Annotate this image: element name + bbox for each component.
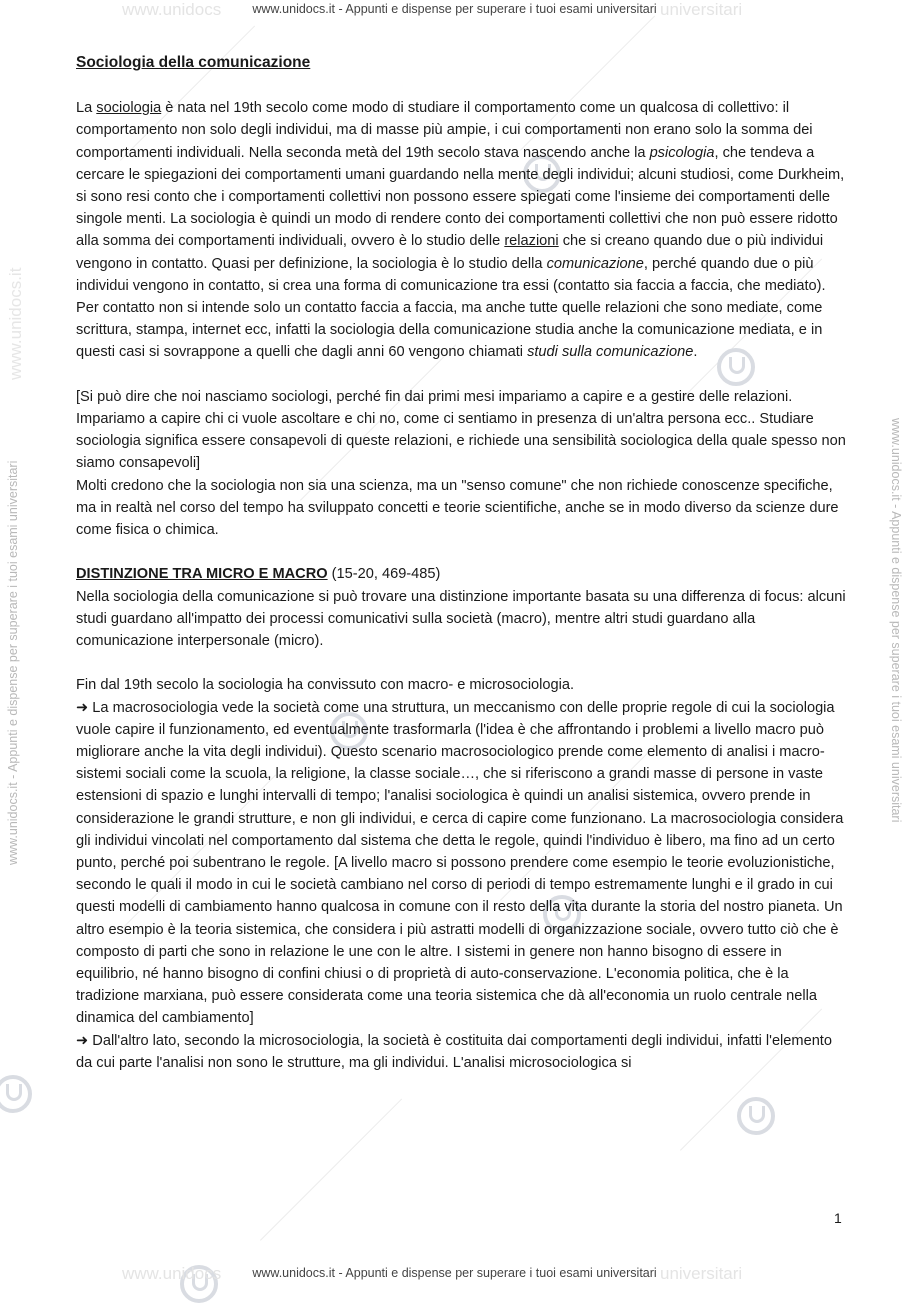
paragraph-born-sociologists: [Si può dire che noi nasciamo sociologi, perché fin dai primi mesi impariamo a capire e a gestire delle relazioni. Impariamo a capire chi ci vuole ascoltare e chi no, come ci sentiamo in presenza di un'altra persona ecc.. Studiare sociologia significa essere consapevoli di queste relazioni, e richiede una sensibilità sociologica della quale spesso non siamo consapevoli] [76, 388, 846, 472]
section-page-ref: (15-20, 469-485) [327, 566, 441, 583]
text-run: Per contatto non si intende solo un contatto faccia a faccia, ma anche tutte quelle relazioni che sono mediate, come scrittura, stampa, internet ecc, infatti la sociologia della comunicazione studia anche la comunicazione mediata, e in questi casi si sovrappone a quelli che dagli anni 60 vengono chiamati [76, 300, 823, 361]
document-body [76, 52, 846, 1074]
watermark-header [0, 2, 909, 24]
text-run: , che tendeva a cercare le spiegazioni dei comportamenti umani guardando nella mente degli individui; alcuni studiosi, come Durkheim, si sono resi conto che i comportamenti collettivi non possono essere spiegati come l'insieme dei comportamenti delle singole menti. La sociologia è quindi un modo di rendere conto dei comportamenti collettivi che non può essere ridotto alla somma dei comportamenti individuali, ovvero è lo studio delle [76, 144, 845, 250]
watermark-side-right: www.unidocs.it - Appunti e dispense per superare i tuoi esami universitari [889, 418, 903, 823]
text-run: , perché quando due o più individui vengono in contatto, si crea una forma di comunicazione tra essi (contatto sia faccia a faccia, che mediato). [76, 255, 826, 294]
paragraph-micro-macro: Nella sociologia della comunicazione si può trovare una distinzione importante basata su una differenza di focus: alcuni studi guardano all'impatto dei processi comunicativi sulla società (macro), mentre altri studi guardano alla comunicazione interpersonale (micro). [76, 588, 846, 650]
watermark-logo-icon [737, 1097, 775, 1135]
text-run-underlined: sociologia [96, 100, 162, 117]
text-run: che si creano quando due o più individui vengono in contatto. Quasi per definizione, la sociologia è lo studio della [76, 233, 824, 272]
watermark-ghost-text: www.unidocs [122, 1264, 222, 1283]
paragraph-microsociology [76, 1030, 846, 1074]
paragraph-science: Molti credono che la sociologia non sia una scienza, ma un "senso comune" che non richiede conoscenze specifiche, ma in realtà nel corso del tempo ha sviluppato concetti e teorie scientifiche, anche se in modo diverso da scienze dure come fisica o chimica. [76, 477, 839, 539]
watermark-side-ghost: www.unidocs.it [6, 267, 25, 380]
watermark-ghost-text: universitari [660, 1264, 743, 1283]
paragraph-macrosociology [76, 697, 846, 1030]
section-heading [76, 563, 846, 585]
arrow-icon: ➜ [76, 699, 89, 716]
watermark-logo-icon [0, 1075, 32, 1113]
paragraph-intro [76, 97, 846, 297]
text-run-underlined: relazioni [504, 233, 559, 250]
paragraph-contact [76, 297, 846, 364]
watermark-ghost-text: www.unidocs [122, 0, 222, 19]
watermark-header-text: www.unidocs.it - Appunti e dispense per superare i tuoi esami universitari [252, 2, 657, 16]
text-run: La [76, 100, 97, 117]
text-run-italic: psicologia [649, 144, 715, 161]
section-heading-text: DISTINZIONE TRA MICRO E MACRO [76, 566, 328, 583]
watermark-side-left: www.unidocs.it - Appunti e dispense per superare i tuoi esami universitari [6, 460, 20, 865]
text-run: è nata nel 19th secolo come modo di studiare il comportamento come un qualcosa di collettivo: il comportamento non solo degli individui, ma di masse più ampie, i cui comportamenti non erano solo la somma dei comportamenti individuali. Nella seconda metà del 19th secolo stava nascendo anche la [76, 100, 813, 161]
watermark-ghost-text: universitari [660, 0, 743, 19]
text-run: . [693, 344, 698, 361]
paragraph-coexistence: Fin dal 19th secolo la sociologia ha convissuto con macro- e microsociologia. [76, 677, 575, 694]
text-run: La macrosociologia vede la società come una struttura, un meccanismo con delle proprie regole di cui la sociologia vuole capire il funzionamento, ed eventualmente trasformarla (l'idea è che affrontando i problemi a livello macro può migliorare anche la vita degli individui). Questo scenario macrosociologico prende come elemento di analisi i macro-sistemi sociali come la scuola, la religione, la classe sociale…, che si riferiscono a grandi masse di persone in vaste estensioni di spazio e lunghi intervalli di tempo; l'analisi sociologica è quindi un analisi sistemica, ovvero prende in considerazione le grandi strutture, e non gli individui, e cerca di capire come funzionano. La macrosociologia considera gli individui vincolati nel comportamento dal sistema che detta le regole, quindi l'individuo è libero, ma fino ad un certo punto, perché poi subentrano le regole. [A livello macro si possono prendere come esempio le teorie evoluzionistiche, secondo le quali il modo in cui le società cambiano nel corso di periodi di tempo estremamente lunghi e il grado in cui questi modelli di cambiamento hanno qualcosa in comune con il resto della vita durante la storia del nostro pianeta. Un altro esempio è la teoria sistemica, che considera i più astratti modelli di organizzazione sociale, ovvero tutto ciò che è composto di parti che sono in relazione le une con le altre. I sistemi in genere non hanno bisogno di essere in equilibrio, né hanno bisogno di confini chiusi o di proprietà di auto-conservazione. L'economia politica, che è la tradizione marxiana, può essere considerata come una teoria sistemica che dà all'economia un ruolo centrale nella dinamica del cambiamento] [76, 699, 844, 1027]
arrow-icon: ➜ [76, 1032, 89, 1049]
watermark-line [260, 1099, 402, 1241]
text-run-italic: studi sulla comunicazione [527, 344, 694, 361]
text-run: Dall'altro lato, secondo la microsociologia, la società è costituita dai comportamenti degli individui, infatti l'elemento da cui parte l'analisi non sono le strutture, ma gli individui. L'analisi microsociologica si [76, 1032, 832, 1071]
text-run-italic: comunicazione [546, 255, 644, 272]
watermark-footer-text: www.unidocs.it - Appunti e dispense per superare i tuoi esami universitari [252, 1266, 657, 1280]
watermark-footer [0, 1266, 909, 1288]
document-title: Sociologia della comunicazione [76, 54, 311, 71]
page-number: 1 [834, 1210, 842, 1226]
